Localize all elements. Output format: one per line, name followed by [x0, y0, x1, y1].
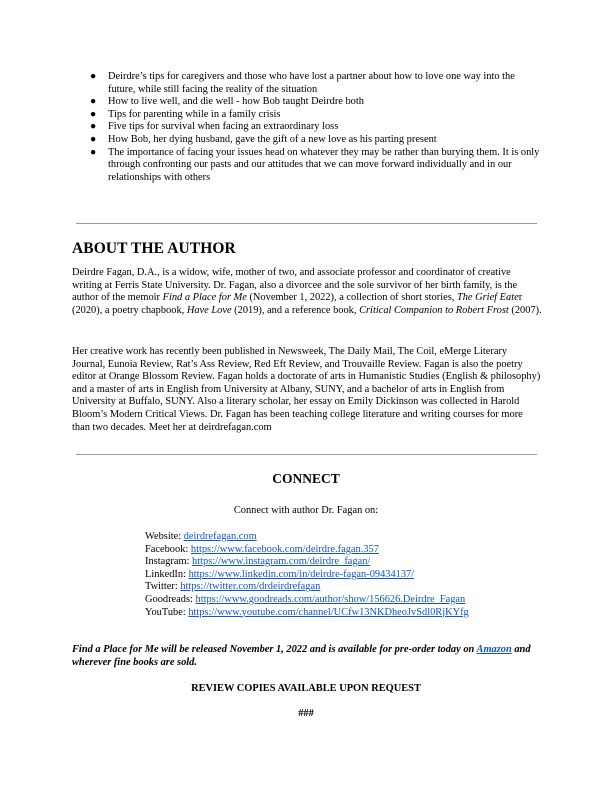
bio-text: (2019), and a reference book,	[231, 304, 360, 316]
connect-intro: Connect with author Dr. Fagan on:	[233, 505, 379, 516]
memoir-title: Find a Place for Me	[162, 292, 247, 304]
bullet-icon: ●	[90, 146, 97, 158]
link-goodreads	[145, 594, 469, 607]
bullet-icon: ●	[90, 96, 97, 108]
tip-text: How Bob, her dying husband, gave the gift of a new love as his parting present	[108, 133, 437, 145]
tips-list	[90, 71, 540, 184]
link-label: Goodreads:	[145, 593, 196, 605]
tip-item	[90, 121, 540, 134]
release-notice	[72, 644, 546, 669]
link-label: Website:	[145, 531, 184, 542]
bio-text: (November 1, 2022), a collection of short stories,	[246, 292, 457, 304]
instagram-link[interactable]: https://www.instagram.com/deirdre_fagan/	[192, 556, 371, 568]
section-divider	[76, 223, 537, 224]
link-youtube	[145, 607, 469, 620]
link-label: YouTube:	[145, 606, 189, 618]
link-label: Facebook:	[145, 543, 191, 555]
link-instagram	[145, 556, 469, 569]
link-twitter	[145, 581, 469, 594]
bio-text: (2020), a poetry chapbook,	[72, 304, 187, 316]
link-label: LinkedIn:	[145, 568, 189, 580]
link-label: Instagram:	[145, 556, 193, 568]
link-label: Twitter:	[145, 581, 181, 593]
link-linkedin	[145, 569, 469, 582]
bio-paragraph	[72, 267, 542, 317]
release-text: Find a Place for Me will be released November 1, 2022 and is available for pre-order today on	[72, 644, 477, 655]
youtube-link[interactable]: https://www.youtube.com/channel/UCfw13NKDheoJvSdl0RjKYfg	[188, 606, 469, 618]
twitter-link[interactable]: https://twitter.com/drdeirdrefagan	[180, 581, 321, 593]
tip-text: Tips for parenting while in a family crisis	[108, 108, 281, 120]
social-links	[145, 531, 469, 619]
section-divider	[76, 454, 537, 455]
tip-text: Five tips for survival when facing an extraordinary loss	[108, 121, 339, 133]
stories-title: The Grief Eate	[456, 292, 519, 304]
bullet-icon: ●	[90, 121, 97, 133]
release-text: and wherever fine books are sold.	[72, 644, 531, 668]
website-link[interactable]: deirdrefagan.com	[183, 531, 257, 542]
tip-item	[90, 147, 540, 185]
amazon-link[interactable]: Amazon	[476, 644, 512, 655]
tip-item	[90, 134, 540, 147]
tip-item	[90, 96, 540, 109]
end-mark: ###	[298, 708, 314, 719]
bullet-icon: ●	[90, 108, 97, 120]
bio-text: Deirdre Fagan, D.A., is a widow, wife, mother of two, and associate professor and coordinator of creative writing at Ferris State University. Dr. Fagan, also a divorcee and the sole survivor of her birth family, is the author of the memoir	[72, 267, 518, 304]
tip-text: The importance of facing your issues head on whatever they may be rather than burying them. It is only through confronting our pasts and our attitudes that we can move forward individually and in our relationships with others	[108, 146, 540, 183]
connect-heading: CONNECT	[272, 471, 340, 486]
goodreads-link[interactable]: https://www.goodreads.com/author/show/156626.Deirdre_Fagan	[195, 593, 466, 605]
tip-text: How to live well, and die well - how Bob taught Deirdre both	[108, 96, 364, 108]
link-facebook	[145, 544, 469, 557]
tip-text: Deirdre’s tips for caregivers and those who have lost a partner about how to love one way into the future, while still facing the reality of the situation	[108, 71, 515, 95]
career-paragraph: Her creative work has recently been published in Newsweek, The Daily Mail, The Coil, eMerge Literary Journal, Eunoia Review, Rat’s Ass Review, Red Eft Review, and Trouvaille Review. Fagan is also the poetry editor at Orange Blossom Review. Fagan holds a doctorate of arts in Humanistic Studies (English & philosophy) and a master of arts in English from University at Albany, SUNY, and a bachelor of arts in English from University at Buffalo, SUNY. Also a literary scholar, her essay on Emily Dickinson was collected in Harold Bloom’s Modern Critical Views. Dr. Fagan has been teaching college literature and writing courses for more than two decades. Meet her at deirdrefagan.com	[72, 346, 541, 433]
bio-text: (2007).	[508, 304, 542, 316]
bio-text: r	[518, 292, 523, 304]
linkedin-link[interactable]: https://www.linkedin.com/in/deirdre-fagan-09434137/	[188, 568, 415, 580]
bullet-icon: ●	[90, 71, 97, 82]
review-copies-notice: REVIEW COPIES AVAILABLE UPON REQUEST	[191, 683, 421, 694]
reference-title: Critical Companion to Robert Frost	[359, 304, 509, 316]
bullet-icon: ●	[90, 133, 97, 145]
tip-item	[90, 109, 540, 122]
link-website	[145, 531, 469, 544]
facebook-link[interactable]: https://www.facebook.com/deirdre.fagan.357	[190, 543, 379, 555]
tip-item	[90, 71, 540, 96]
about-heading: ABOUT THE AUTHOR	[72, 240, 236, 257]
chapbook-title: Have Love	[186, 304, 232, 316]
